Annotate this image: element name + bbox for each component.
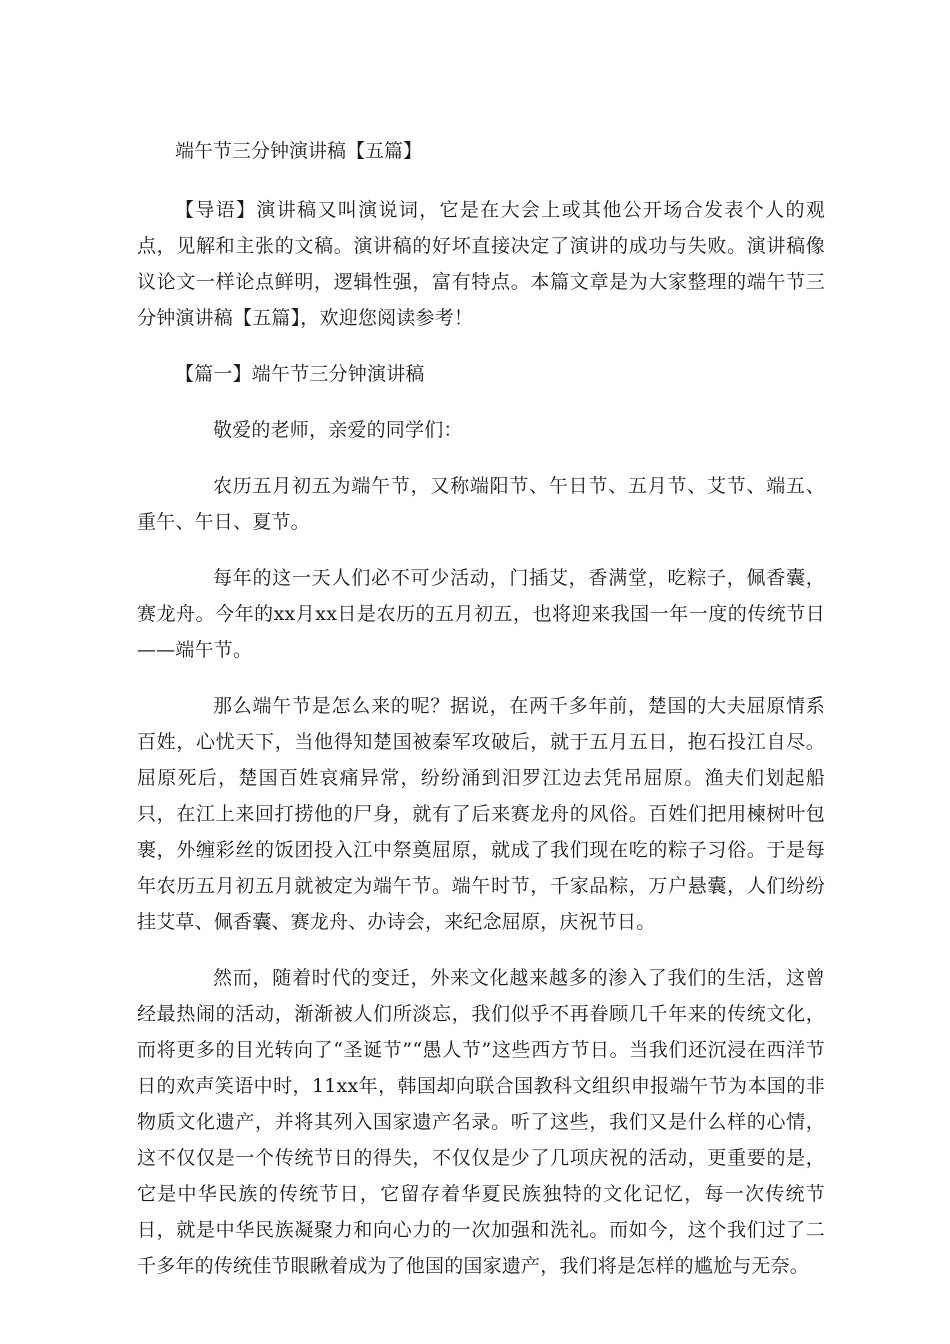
body-paragraph-1: 农历五月初五为端午节，又称端阳节、午日节、五月节、艾节、端五、重午、午日、夏节。 bbox=[137, 475, 825, 533]
document-body bbox=[137, 133, 825, 1284]
section-heading: 【篇一】端午节三分钟演讲稿 bbox=[175, 363, 425, 385]
intro-paragraph: 【导语】演讲稿又叫演说词，它是在大会上或其他公开场合发表个人的观点，见解和主张的文稿。演讲稿的好坏直接决定了演讲的成功与失败。演讲稿像议论文一样论点鲜明，逻辑性强，富有特点。本篇文章是为大家整理的端午节三分钟演讲稿【五篇】，欢迎您阅读参考！ bbox=[137, 199, 825, 329]
salutation: 敬爱的老师，亲爱的同学们： bbox=[213, 419, 463, 441]
body-paragraph-3: 那么端午节是怎么来的呢？据说，在两千多年前，楚国的大夫屈原情系百姓，心忧天下，当他得知楚国被秦军攻破后，就于五月五日，抱石投江自尽。屈原死后，楚国百姓哀痛异常，纷纷涌到汨罗江边去凭吊屈原。渔夫们划起船只，在江上来回打捞他的尸身，就有了后来赛龙舟的风俗。百姓们把用楝树叶包裹，外缠彩丝的饭团投入江中祭奠屈原，就成了我们现在吃的粽子习俗。于是每年农历五月初五月就被定为端午节。端午时节，千家品粽，万户悬囊，人们纷纷挂艾草、佩香囊、赛龙舟、办诗会，来纪念屈原，庆祝节日。 bbox=[137, 695, 825, 933]
document-title: 端午节三分钟演讲稿【五篇】 bbox=[175, 140, 423, 162]
body-paragraph-2: 每年的这一天人们必不可少活动，门插艾，香满堂，吃粽子，佩香囊，赛龙舟。今年的xx月xx日是农历的五月初五，也将迎来我国一年一度的传统节日——端午节。 bbox=[137, 567, 825, 661]
body-paragraph-4: 然而，随着时代的变迁，外来文化越来越多的渗入了我们的生活，这曾经最热闹的活动，渐渐被人们所淡忘，我们似乎不再眷顾几千年来的传统文化，而将更多的目光转向了“圣诞节”“愚人节”这些西方节日。当我们还沉浸在西洋节日的欢声笑语中时，11xx年，韩国却向联合国教科文组织申报端午节为本国的非物质文化遗产，并将其列入国家遗产名录。听了这些，我们又是什么样的心情，这不仅仅是一个传统节日的得失，不仅仅是少了几项庆祝的活动，更重要的是，它是中华民族的传统节日，它留存着华夏民族独特的文化记忆，每一次传统节日，就是中华民族凝聚力和向心力的一次加强和洗礼。而如今，这个我们过了二千多年的传统佳节眼瞅着成为了他国的国家遗产，我们将是怎样的尴尬与无奈。 bbox=[137, 967, 825, 1277]
